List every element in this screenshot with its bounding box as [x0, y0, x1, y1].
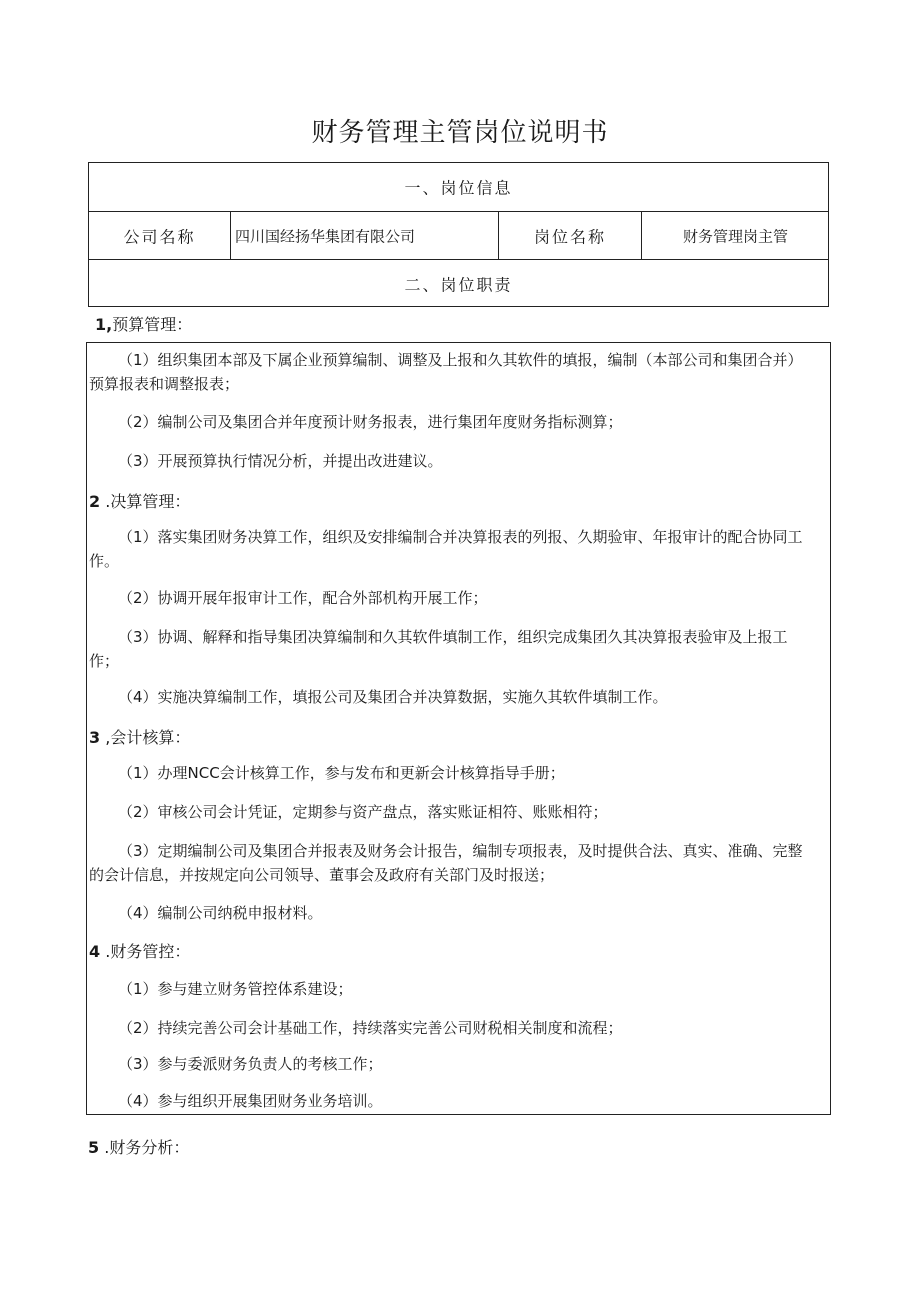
accounting-item-2-text: （2）审核公司会计凭证，定期参与资产盘点，落实账证相符、账账相符； — [118, 803, 608, 821]
company-value-cell — [231, 212, 499, 259]
analysis-title: .财务分析： — [104, 1138, 190, 1157]
budget-title: 预算管理： — [112, 315, 193, 334]
budget-item-1 — [87, 348, 827, 396]
control-title: .财务管控： — [105, 942, 191, 961]
final-accounts-item-1 — [87, 525, 827, 573]
analysis-number: 5 — [88, 1138, 100, 1157]
final-accounts-heading — [89, 489, 190, 512]
control-item-1-text: （1）参与建立财务管控体系建设； — [118, 980, 353, 998]
section-one-heading: 一、岗位信息 — [404, 178, 513, 198]
final-accounts-item-2-text: （2）协调开展年报审计工作，配合外部机构开展工作； — [118, 589, 488, 607]
final-accounts-item-3-text: （3）协调、解释和指导集团决算编制和久其软件填制工作，组织完成集团久其决算报表验审及上报工作； — [89, 628, 788, 670]
accounting-title: ,会计核算： — [105, 728, 191, 747]
control-item-4-text: （4）参与组织开展集团财务业务培训。 — [118, 1092, 383, 1110]
position-info-table — [88, 162, 829, 307]
company-value: 四川国经扬华集团有限公司 — [235, 227, 416, 245]
final-accounts-item-4 — [87, 685, 827, 709]
budget-item-3-text: （3）开展预算执行情况分析，并提出改进建议。 — [118, 452, 443, 470]
budget-item-1-text: （1）组织集团本部及下属企业预算编制、调整及上报和久其软件的填报，编制（本部公司和集团合并）预算报表和调整报表； — [89, 351, 803, 393]
final-accounts-item-3 — [87, 625, 827, 673]
final-accounts-item-1-text: （1）落实集团财务决算工作，组织及安排编制合并决算报表的列报、久期验审、年报审计的配合协同工作。 — [89, 528, 803, 570]
section-two-row — [89, 260, 828, 307]
document-title: 财务管理主管岗位说明书 — [311, 118, 609, 148]
section-one-row — [89, 163, 828, 212]
accounting-number: 3 — [89, 728, 101, 747]
control-item-3 — [87, 1052, 827, 1076]
final-accounts-item-4-text: （4）实施决算编制工作，填报公司及集团合并决算数据，实施久其软件填制工作。 — [118, 688, 668, 706]
accounting-item-3-text: （3）定期编制公司及集团合并报表及财务会计报告，编制专项报表，及时提供合法、真实、准确、完整的会计信息，并按规定向公司领导、董事会及政府有关部门及时报送； — [89, 842, 803, 884]
analysis-heading — [88, 1135, 189, 1158]
budget-item-3 — [87, 449, 827, 473]
accounting-heading — [89, 725, 190, 748]
section-two-heading: 二、岗位职责 — [404, 275, 513, 294]
budget-item-2-text: （2）编制公司及集团合并年度预计财务报表，进行集团年度财务指标测算； — [118, 413, 623, 431]
control-heading — [89, 939, 190, 962]
position-value: 财务管理岗主管 — [682, 227, 788, 245]
company-label: 公司名称 — [123, 227, 196, 246]
final-accounts-item-2 — [87, 586, 827, 610]
company-label-cell — [89, 212, 231, 259]
accounting-item-4-text: （4）编制公司纳税申报材料。 — [118, 904, 323, 922]
position-label: 岗位名称 — [533, 227, 606, 246]
control-item-2 — [87, 1016, 827, 1040]
accounting-item-1 — [87, 761, 827, 785]
control-item-1 — [87, 977, 827, 1001]
accounting-item-4 — [87, 901, 827, 925]
control-item-2-text: （2）持续完善公司会计基础工作，持续落实完善公司财税相关制度和流程； — [118, 1019, 623, 1037]
position-label-cell — [499, 212, 642, 259]
control-number: 4 — [89, 942, 101, 961]
position-value-cell — [642, 212, 829, 259]
duties-box — [86, 342, 831, 1115]
budget-number: 1, — [95, 315, 113, 334]
control-item-3-text: （3）参与委派财务负责人的考核工作； — [118, 1055, 383, 1073]
info-row — [89, 212, 828, 260]
accounting-item-1-text: （1）办理NCC会计核算工作，参与发布和更新会计核算指导手册； — [118, 764, 565, 782]
control-item-4 — [87, 1089, 827, 1113]
accounting-item-3 — [87, 839, 827, 887]
final-accounts-number: 2 — [89, 492, 101, 511]
accounting-item-2 — [87, 800, 827, 824]
final-accounts-title: .决算管理： — [105, 492, 191, 511]
budget-item-2 — [87, 410, 827, 434]
budget-heading — [95, 312, 192, 335]
